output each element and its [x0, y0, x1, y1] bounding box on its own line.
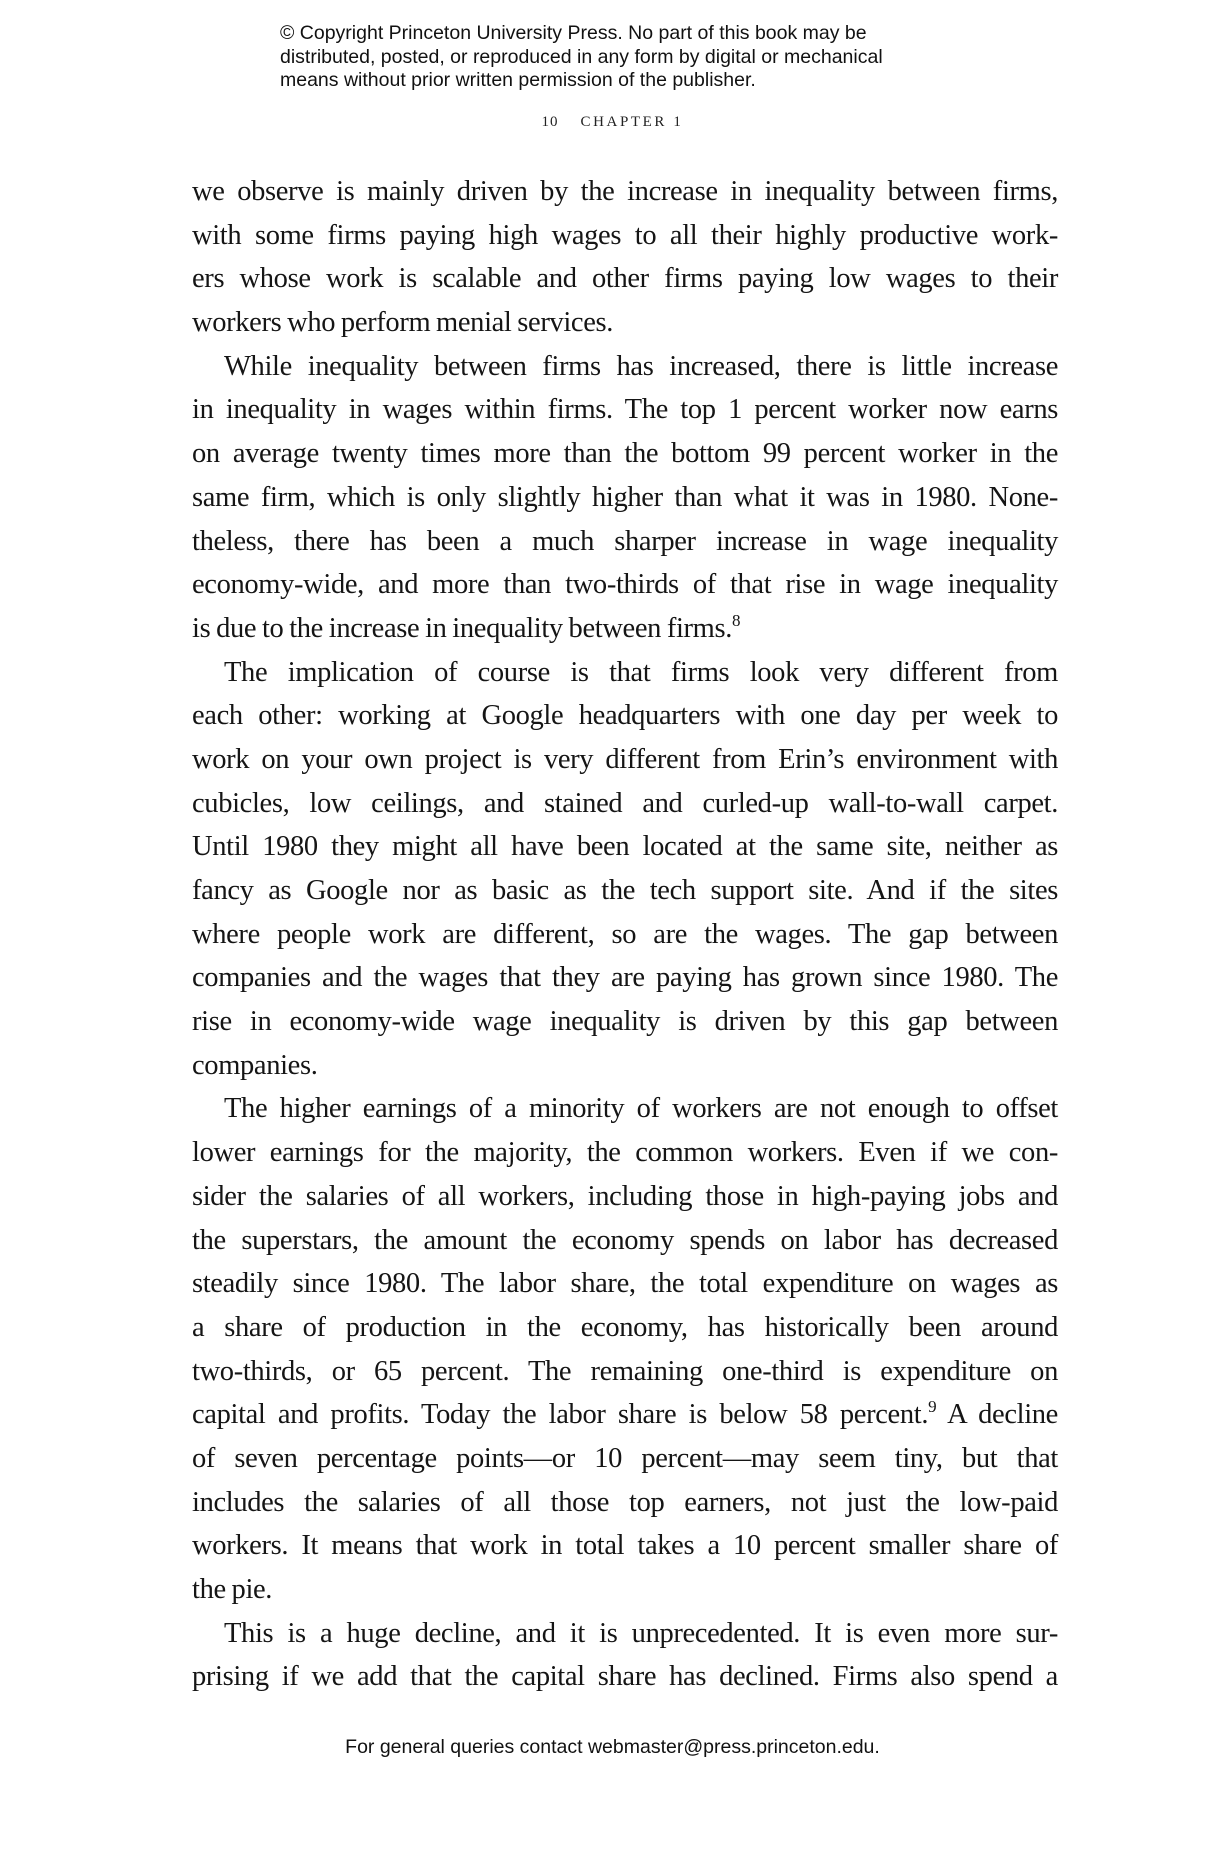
copyright-line: means without prior written permission of the publisher. — [280, 69, 756, 91]
text-line: with some firms paying high wages to all their highly productive work- — [192, 219, 1058, 251]
text-line: same firm, which is only slightly higher than what it was in 1980. None- — [192, 481, 1058, 513]
text-line: work on your own project is very different from Erin’s environment with — [192, 743, 1058, 775]
text-line: steadily since 1980. The labor share, the total expenditure on wages as — [192, 1268, 1058, 1300]
text-line: the pie. — [192, 1574, 273, 1605]
paragraph — [192, 651, 1058, 1088]
text-line: of seven percentage points—or 10 percent—may seem tiny, but that — [192, 1442, 1058, 1474]
text-line: lower earnings for the majority, the common workers. Even if we con- — [192, 1137, 1058, 1169]
copyright-line: distributed, posted, or reproduced in any form by digital or mechanical — [280, 45, 883, 68]
text-line: each other: working at Google headquarters with one day per week to — [192, 700, 1058, 732]
copyright-line: © Copyright Princeton University Press. No part of this book may be — [280, 22, 867, 44]
text-line: a share of production in the economy, has historically been around — [192, 1311, 1058, 1343]
text-line: includes the salaries of all those top earners, not just the low-paid — [192, 1486, 1058, 1518]
text-line — [192, 1393, 1058, 1437]
text-line: theless, there has been a much sharper increase in wage inequality — [192, 525, 1058, 557]
text-line: While inequality between firms has increased, there is little increase — [224, 350, 1058, 382]
text-line: prising if we add that the capital share has declined. Firms also spend a — [192, 1661, 1058, 1693]
text-line: sider the salaries of all workers, including those in high-paying jobs and — [192, 1180, 1058, 1212]
paragraph — [192, 1612, 1058, 1699]
text-line-content: is due to the increase in inequality between firms. — [192, 612, 733, 644]
footnote-marker[interactable]: 9 — [928, 1397, 937, 1417]
text-line: The implication of course is that firms look very different from — [224, 656, 1058, 688]
text-line: the superstars, the amount the economy spends on labor has decreased — [192, 1224, 1058, 1256]
text-line: cubicles, low ceilings, and stained and curled-up wall-to-wall carpet. — [192, 787, 1058, 819]
running-head — [0, 114, 1225, 131]
text-line-content: capital and profits. Today the labor share is below 58 percent. — [192, 1399, 929, 1431]
page-number: 10 — [541, 114, 559, 130]
text-line — [192, 607, 1058, 651]
text-line: where people work are different, so are the wages. The gap between — [192, 918, 1058, 950]
text-line: workers. It means that work in total takes a 10 percent smaller share of — [192, 1530, 1058, 1562]
footer-contact: For general queries contact webmaster@press.princeton.edu. — [345, 1736, 880, 1758]
text-line: Until 1980 they might all have been located at the same site, neither as — [192, 831, 1058, 863]
text-line-continuation: A decline — [936, 1399, 1058, 1431]
text-line: two-thirds, or 65 percent. The remaining one-third is expenditure on — [192, 1355, 1058, 1387]
text-line: rise in economy-wide wage inequality is driven by this gap between — [192, 1006, 1058, 1038]
text-line: The higher earnings of a minority of workers are not enough to offset — [224, 1093, 1058, 1125]
text-line: companies and the wages that they are paying has grown since 1980. The — [192, 962, 1058, 994]
text-line: economy-wide, and more than two-thirds of that rise in wage inequality — [192, 569, 1058, 601]
text-line: workers who perform menial services. — [192, 307, 614, 339]
text-line: we observe is mainly driven by the increase in inequality between firms, — [192, 176, 1058, 207]
body-text — [192, 170, 1058, 1699]
copyright-notice — [280, 22, 980, 93]
paragraph — [192, 170, 1058, 345]
text-line: ers whose work is scalable and other firms paying low wages to their — [192, 263, 1058, 295]
text-line: on average twenty times more than the bottom 99 percent worker in the — [192, 438, 1058, 470]
text-line: companies. — [192, 1049, 318, 1081]
chapter-label: CHAPTER 1 — [580, 114, 684, 130]
text-line: fancy as Google nor as basic as the tech support site. And if the sites — [192, 875, 1058, 906]
paragraph — [192, 1087, 1058, 1611]
paragraph — [192, 345, 1058, 651]
text-line: This is a huge decline, and it is unprecedented. It is even more sur- — [224, 1617, 1058, 1649]
footnote-marker[interactable]: 8 — [732, 610, 741, 630]
text-line: in inequality in wages within firms. The top 1 percent worker now earns — [192, 394, 1058, 426]
